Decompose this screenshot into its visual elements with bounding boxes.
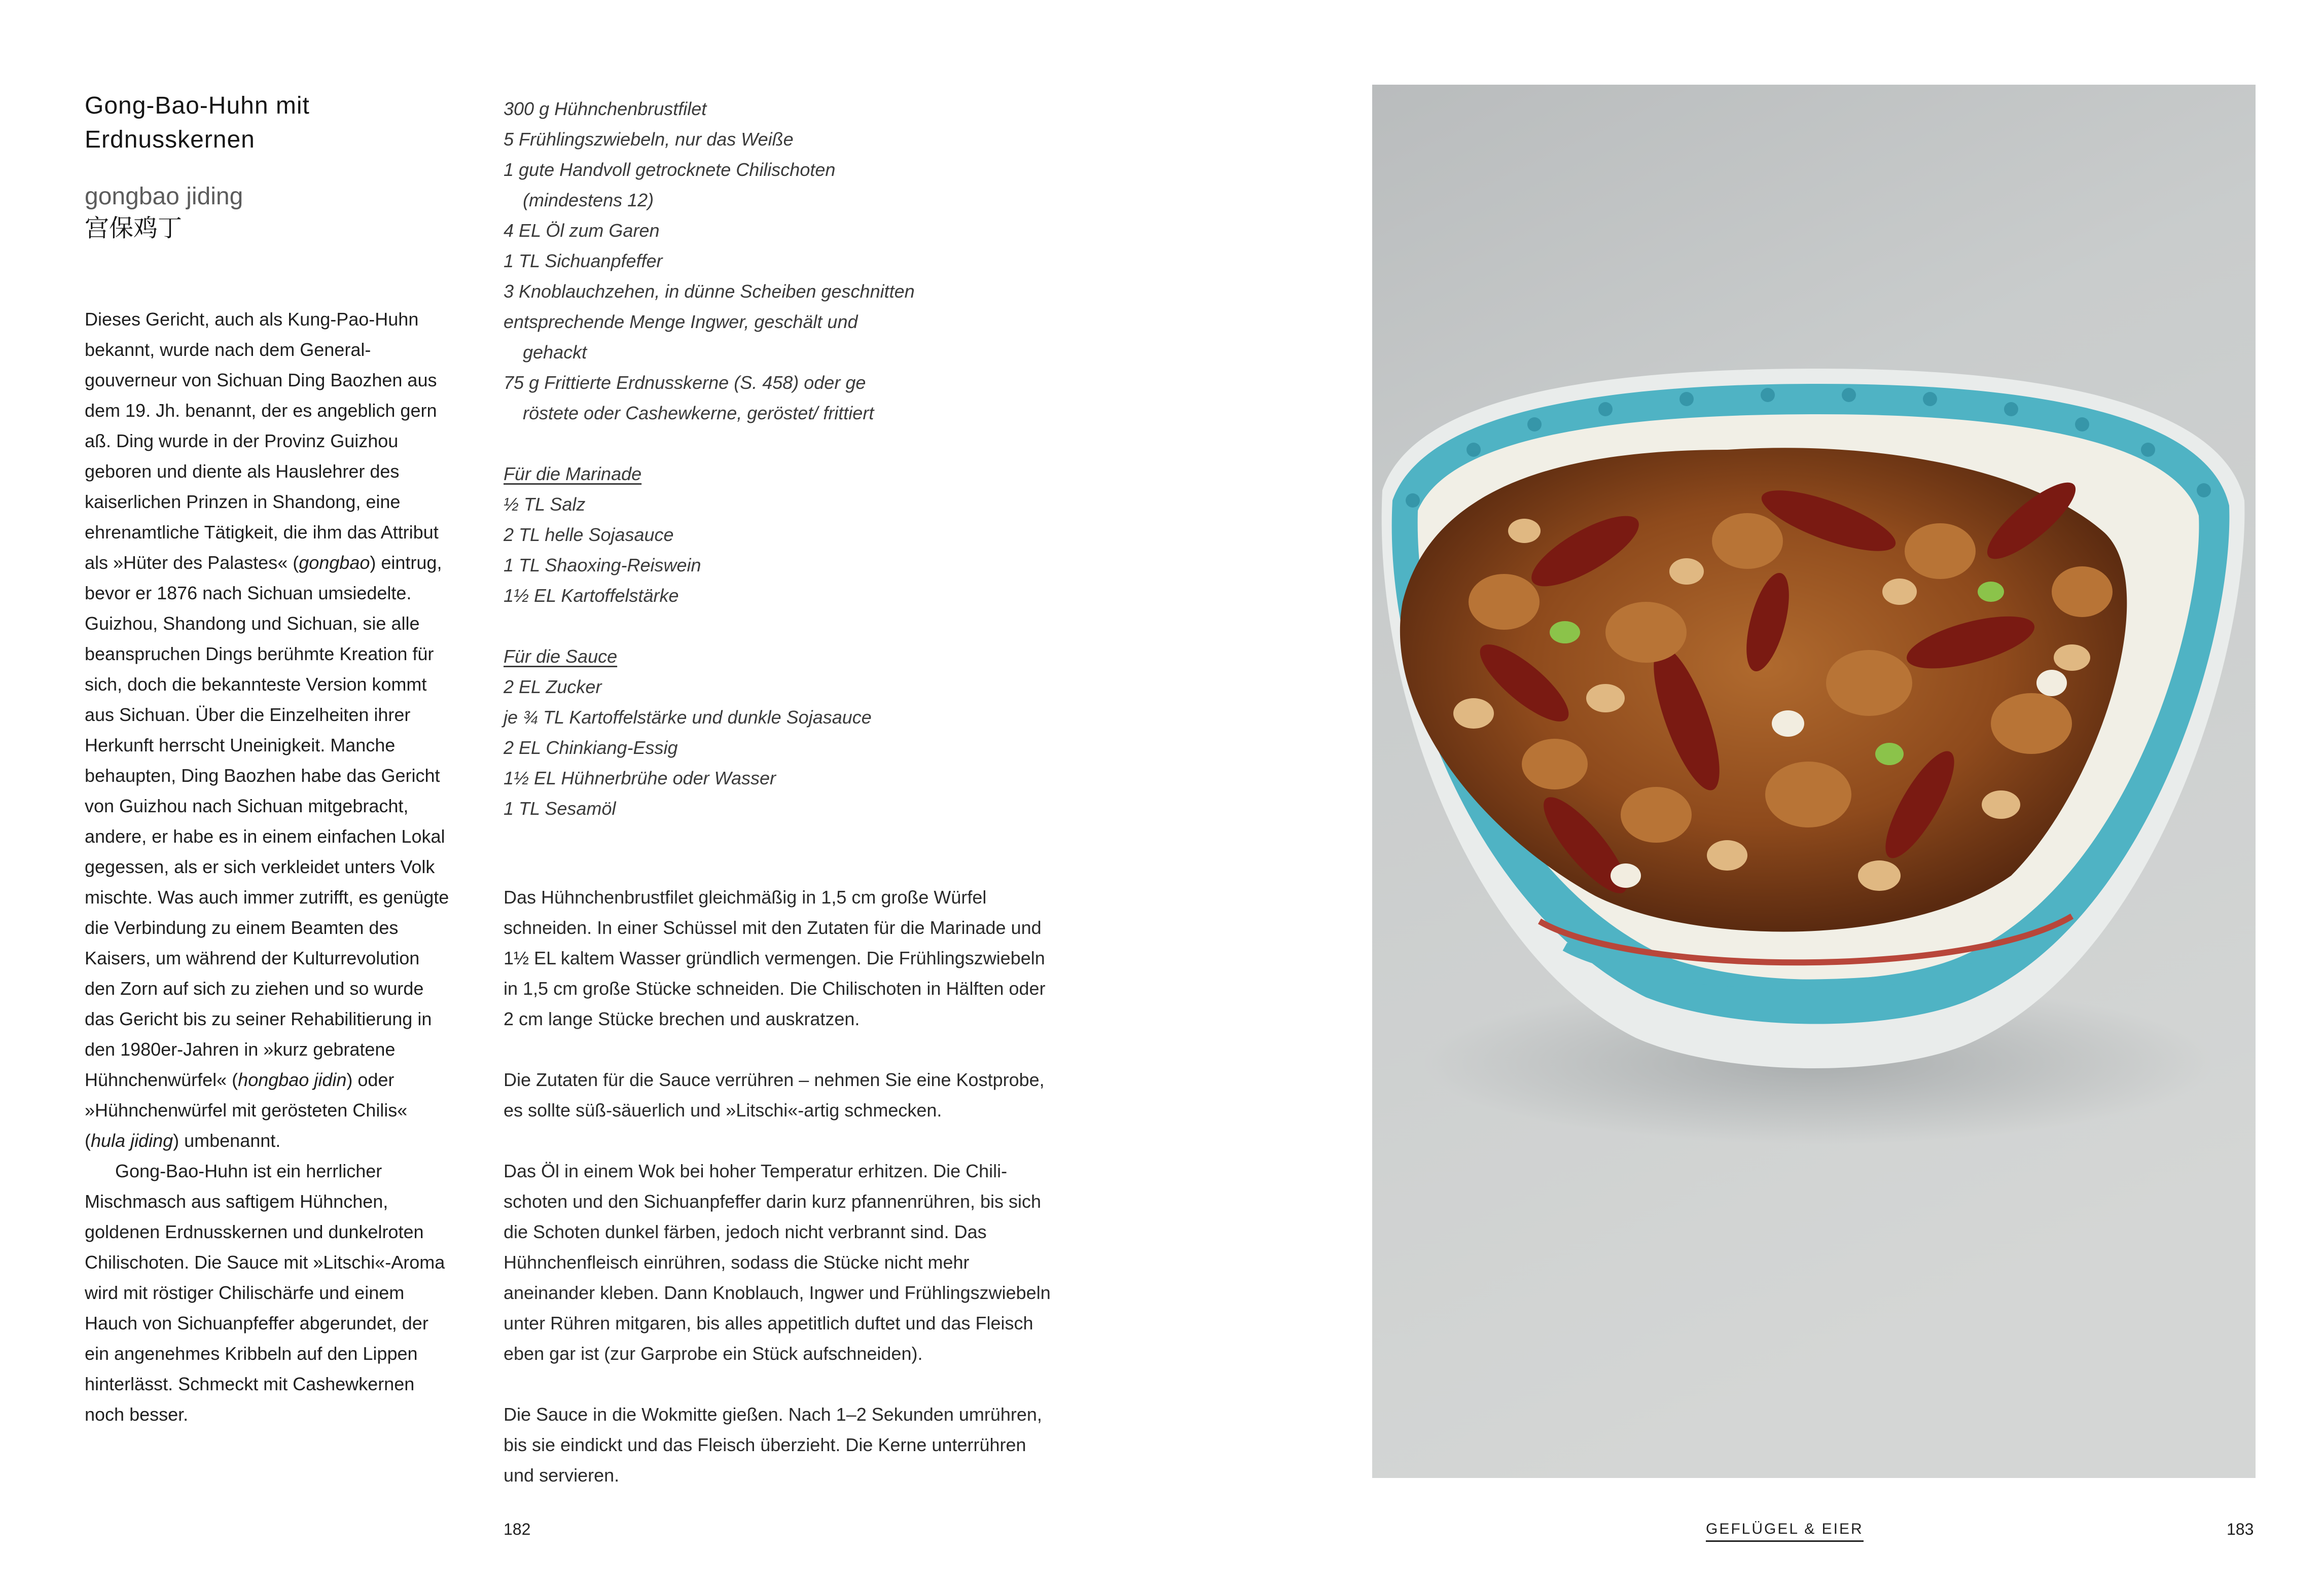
ingredient-item: 3 Knoblauchzehen, in dünne Scheiben geschnitten — [504, 281, 915, 302]
section-label: GEFLÜGEL & EIER — [1706, 1519, 1864, 1542]
ingredient-item-continued: (mindestens 12) — [523, 190, 654, 210]
ingredient-item-continued: gehackt — [523, 342, 587, 363]
ingredient-item: 5 Frühlingszwiebeln, nur das Weiße — [504, 129, 794, 150]
sauce-heading: Für die Sauce — [504, 646, 618, 667]
intro-p1-part-c: ) oder »Hühnchenwürfel mit gerösteten Chilis« ( — [85, 1069, 408, 1151]
sauce-item: 1½ EL Hühnerbrühe oder Wasser — [504, 768, 776, 788]
marinade-item: ½ TL Salz — [504, 494, 586, 515]
ingredient-item: 300 g Hühnchenbrustfilet — [504, 98, 707, 119]
recipe-chinese-name: 宫保鸡丁 — [85, 214, 183, 242]
intro-p1-italic-3: hula jiding — [91, 1130, 173, 1151]
ingredients-list — [504, 94, 1011, 824]
ingredient-item: 75 g Frittierte Erdnusskerne (S. 458) oder ge — [504, 372, 866, 393]
sauce-item: je ¾ TL Kartoffelstärke und dunkle Sojasauce — [504, 707, 872, 728]
ingredient-item-continued: röstete oder Cashewkerne, geröstet/ frittiert — [523, 403, 874, 423]
ingredient-item: entsprechende Menge Ingwer, geschält und — [504, 311, 858, 332]
marinade-item: 1 TL Shaoxing-Reiswein — [504, 555, 701, 575]
marinade-heading: Für die Marinade — [504, 463, 642, 484]
ingredient-item: 4 EL Öl zum Garen — [504, 220, 660, 241]
intro-paragraph-1 — [85, 304, 450, 1156]
sauce-item: 1 TL Sesamöl — [504, 798, 616, 819]
sauce-item: 2 EL Chinkiang-Essig — [504, 737, 678, 758]
intro-p1-part-d: ) umbenannt. — [173, 1130, 281, 1151]
recipe-title-line-1: Gong-Bao-Huhn mit — [85, 92, 310, 119]
method-step: Das Öl in einem Wok bei hoher Temperatur erhitzen. Die Chilischoten und den Sichuanpfeffer darin kurz pfannenrühren, bis sich die Schoten dunkel färben, jedoch nicht verbrannt sind. Das Hühnchenfleisch einrühren, sodass die Stücke nicht mehr aneinander kleben. Dann Knoblauch, Ingwer und Frühlingszwiebeln unter Rühren mitgaren, bis alles appetitlich duftet und das Fleisch eben gar ist (zur Garprobe ein Stück aufschneiden). — [504, 1161, 1051, 1364]
ingredient-item: 1 TL Sichuanpfeffer — [504, 250, 663, 271]
intro-p1-part-b: ) eintrug, bevor er 1876 nach Sichuan umsiedelte. Guizhou, Shandong und Sichuan, sie alle beanspruchen Dings berühmte Kreation für sich, doch die bekannteste Version kommt aus Sichuan. Über die Einzelheiten ihrer Herkunft herrscht Uneinigkeit. Manche behaupten, Ding Baozhen habe das Gericht von Guizhou nach Sichuan mitgebracht, andere, er habe es in einem einfachen Lokal gegessen, als er sich verkleidet unters Volk mischte. Was auch immer zutrifft, es genügte die Verbindung zu einem Beamten des Kaisers, um während der Kulturrevolution den Zorn auf sich zu ziehen und so wurde das Gericht bis zu seiner Rehabilitierung in den 1980er-Jahren in »kurz gebratene Hühnchenwürfel« ( — [85, 552, 449, 1090]
dish-photo — [1372, 85, 2256, 1478]
ingredient-item: 1 gute Handvoll getrocknete Chilischoten — [504, 159, 836, 180]
method-step: Die Zutaten für die Sauce verrühren – nehmen Sie eine Kostprobe, es sollte süß-säuerlich und »Litschi«-artig schmecken. — [504, 1069, 1045, 1121]
recipe-title — [85, 89, 389, 157]
intro-text — [85, 304, 450, 1430]
page-number-left: 182 — [504, 1520, 531, 1538]
method-text — [504, 882, 1056, 1491]
marinade-item: 1½ EL Kartoffelstärke — [504, 585, 679, 606]
marinade-item: 2 TL helle Sojasauce — [504, 524, 674, 545]
recipe-pinyin: gongbao jiding — [85, 183, 243, 210]
intro-p1-italic-2: hongbao jidin — [238, 1069, 347, 1090]
sauce-item: 2 EL Zucker — [504, 676, 602, 697]
recipe-title-line-2: Erdnusskernen — [85, 126, 255, 153]
method-step: Die Sauce in die Wokmitte gießen. Nach 1–2 Sekunden umrühren, bis sie eindickt und das Fleisch überzieht. Die Kerne unterrühren und servieren. — [504, 1404, 1042, 1486]
page-number-right: 183 — [2227, 1520, 2254, 1538]
intro-p1-part-a: Dieses Gericht, auch als Kung-Pao-Huhn bekannt, wurde nach dem Generalgouverneur von Sichuan Ding Baozhen aus dem 19. Jh. benannt, der es angeblich gern aß. Ding wurde in der Provinz Guizhou geboren und diente als Hauslehrer des kaiserlichen Prinzen in Shandong, eine ehrenamtliche Tätigkeit, die ihm das Attribut als »Hüter des Palastes« ( — [85, 309, 439, 573]
intro-p1-italic-1: gongbao — [299, 552, 370, 573]
method-step: Das Hühnchenbrustfilet gleichmäßig in 1,5 cm große Würfel schneiden. In einer Schüssel mit den Zutaten für die Marinade und 1½ EL kaltem Wasser gründlich vermengen. Die Frühlingszwiebeln in 1,5 cm große Stücke schneiden. Die Chilischoten in Hälften oder 2 cm lange Stücke brechen und auskratzen. — [504, 887, 1046, 1029]
intro-paragraph-2: Gong-Bao-Huhn ist ein herrlicher Mischmasch aus saftigem Hühnchen, goldenen Erdnusskernen und dunkelroten Chilischoten. Die Sauce mit »Litschi«-Aroma wird mit röstiger Chilischärfe und einem Hauch von Sichuanpfeffer abgerundet, der ein angenehmes Kribbeln auf den Lippen hinterlässt. Schmeckt mit Cashewkernen noch besser. — [85, 1161, 445, 1425]
